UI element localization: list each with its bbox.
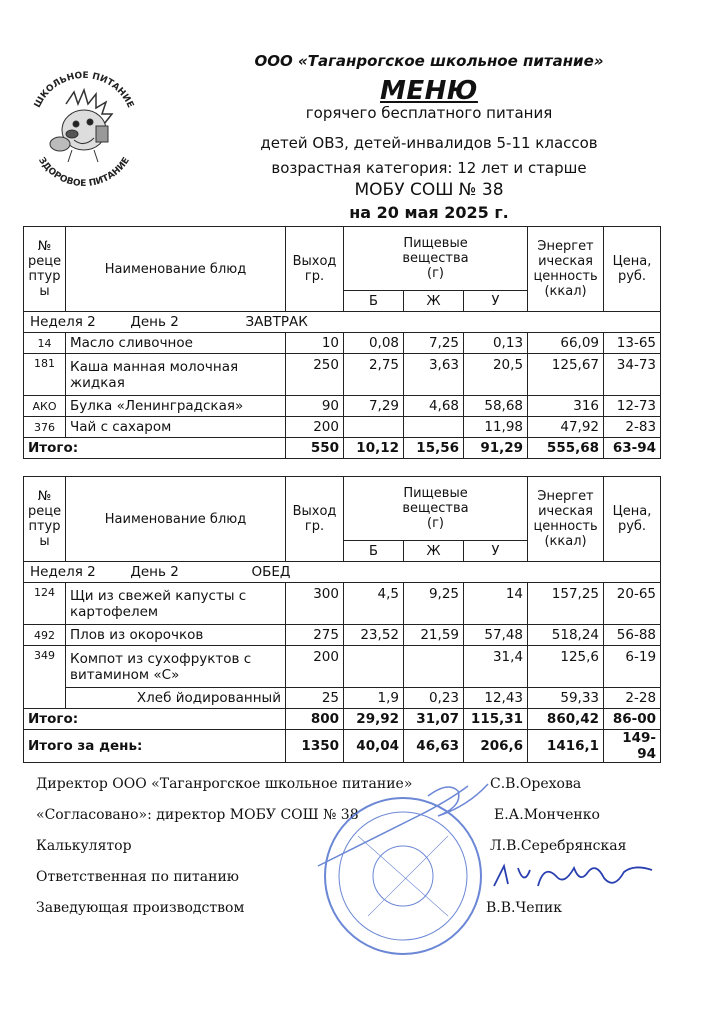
total-proteins: 10,12 <box>344 438 404 459</box>
total-price: 63-94 <box>604 438 661 459</box>
total-label: Итого: <box>24 709 286 730</box>
header-dish-name: Наименование блюд <box>66 227 286 312</box>
lunch-table <box>23 476 661 763</box>
dish-proteins: 0,08 <box>344 333 404 354</box>
dish-carbs: 20,5 <box>464 354 528 396</box>
dish-price: 20-65 <box>604 583 661 625</box>
day-total-carbs: 206,6 <box>464 730 528 763</box>
header-price: Цена, руб. <box>604 227 661 312</box>
dish-yield: 275 <box>286 625 344 646</box>
day-total-proteins: 40,04 <box>344 730 404 763</box>
signature-role: «Согласовано»: директор МОБУ СОШ № 38 <box>36 807 359 823</box>
dish-yield: 90 <box>286 396 344 417</box>
header-proteins: Б <box>344 291 404 312</box>
dish-carbs: 14 <box>464 583 528 625</box>
dish-fats: 0,23 <box>404 688 464 709</box>
header-yield: Выход гр. <box>286 477 344 562</box>
recipe-number: 124 <box>24 583 66 625</box>
dish-energy: 518,24 <box>528 625 604 646</box>
menu-title: МЕНЮ <box>380 76 478 106</box>
dish-fats: 7,25 <box>404 333 464 354</box>
recipe-number: 492 <box>24 625 66 646</box>
dish-price: 2-28 <box>604 688 661 709</box>
table-row <box>24 646 661 688</box>
dish-carbs: 0,13 <box>464 333 528 354</box>
day-total-label: Итого за день: <box>24 730 286 763</box>
dish-fats: 21,59 <box>404 625 464 646</box>
total-row <box>24 709 661 730</box>
handwritten-signature-icon <box>484 856 664 896</box>
menu-subtitle-2: детей ОВЗ, детей-инвалидов 5-11 классов <box>260 134 598 152</box>
official-stamp-icon <box>298 776 508 966</box>
dish-proteins: 4,5 <box>344 583 404 625</box>
dish-price: 12-73 <box>604 396 661 417</box>
dish-carbs: 57,48 <box>464 625 528 646</box>
signature-name: С.В.Орехова <box>490 776 582 792</box>
total-carbs: 91,29 <box>464 438 528 459</box>
dish-price: 34-73 <box>604 354 661 396</box>
dish-carbs: 58,68 <box>464 396 528 417</box>
dish-energy: 47,92 <box>528 417 604 438</box>
dish-energy: 125,67 <box>528 354 604 396</box>
header-energy: Энергет ическая ценность (ккал) <box>528 477 604 562</box>
dish-fats <box>404 417 464 438</box>
dish-proteins: 2,75 <box>344 354 404 396</box>
school-name: МОБУ СОШ № 38 <box>354 180 504 200</box>
dish-name: Булка «Ленинградская» <box>66 396 286 417</box>
total-fats: 31,07 <box>404 709 464 730</box>
hedgehog-logo-icon <box>22 64 146 188</box>
recipe-number: 376 <box>24 417 66 438</box>
recipe-number: АКО <box>24 396 66 417</box>
day-label: День 2 <box>130 314 179 330</box>
recipe-number <box>24 688 66 709</box>
day-total-fats: 46,63 <box>404 730 464 763</box>
table-row <box>24 396 661 417</box>
dish-name: Щи из свежей капусты с картофелем <box>66 583 286 625</box>
header-fats: Ж <box>404 541 464 562</box>
dish-proteins: 23,52 <box>344 625 404 646</box>
dish-fats: 3,63 <box>404 354 464 396</box>
organization-name: ООО «Таганрогское школьное питание» <box>254 52 604 70</box>
total-proteins: 29,92 <box>344 709 404 730</box>
header-nutrients: Пищевые вещества (г) <box>344 227 528 291</box>
dish-name: Каша манная молочная жидкая <box>66 354 286 396</box>
dish-energy: 316 <box>528 396 604 417</box>
header-energy: Энергет ическая ценность (ккал) <box>528 227 604 312</box>
header-recipe-number: № реце птур ы <box>24 477 66 562</box>
total-label: Итого: <box>24 438 286 459</box>
dish-yield: 200 <box>286 417 344 438</box>
dish-proteins: 7,29 <box>344 396 404 417</box>
age-category: возрастная категория: 12 лет и старше <box>271 159 587 177</box>
header-carbs: У <box>464 541 528 562</box>
meal-label: ОБЕД <box>251 564 291 580</box>
header-price: Цена, руб. <box>604 477 661 562</box>
dish-price: 6-19 <box>604 646 661 688</box>
table-row <box>24 354 661 396</box>
section-row <box>24 562 661 583</box>
dish-fats: 9,25 <box>404 583 464 625</box>
header-recipe-number: № реце птур ы <box>24 227 66 312</box>
dish-proteins <box>344 417 404 438</box>
dish-proteins <box>344 646 404 688</box>
signature-name: Е.А.Монченко <box>494 807 600 823</box>
header-fats: Ж <box>404 291 464 312</box>
dish-energy: 59,33 <box>528 688 604 709</box>
dish-energy: 125,6 <box>528 646 604 688</box>
dish-price: 13-65 <box>604 333 661 354</box>
recipe-number: 14 <box>24 333 66 354</box>
signature-role: Калькулятор <box>36 838 132 854</box>
day-label: День 2 <box>130 564 179 580</box>
dish-name: Компот из сухофруктов с витамином «С» <box>66 646 286 688</box>
table-row <box>24 688 661 709</box>
dish-name: Плов из окорочков <box>66 625 286 646</box>
menu-date: на 20 мая 2025 г. <box>349 203 509 222</box>
header-proteins: Б <box>344 541 404 562</box>
dish-energy: 157,25 <box>528 583 604 625</box>
table-row <box>24 625 661 646</box>
dish-yield: 300 <box>286 583 344 625</box>
meal-label: ЗАВТРАК <box>245 314 308 330</box>
total-row <box>24 438 661 459</box>
dish-price: 56-88 <box>604 625 661 646</box>
total-yield: 800 <box>286 709 344 730</box>
dish-proteins: 1,9 <box>344 688 404 709</box>
logo-bottom-text: ЗДОРОВОЕ ПИТАНИЕ <box>36 155 132 188</box>
dish-name: Масло сливочное <box>66 333 286 354</box>
dish-yield: 200 <box>286 646 344 688</box>
total-yield: 550 <box>286 438 344 459</box>
total-energy: 555,68 <box>528 438 604 459</box>
recipe-number: 181 <box>24 354 66 396</box>
day-total-price: 149-94 <box>604 730 661 763</box>
signature-name: В.В.Чепик <box>486 900 562 916</box>
header-yield: Выход гр. <box>286 227 344 312</box>
week-label: Неделя 2 <box>30 314 96 330</box>
dish-carbs: 11,98 <box>464 417 528 438</box>
table-row <box>24 583 661 625</box>
dish-price: 2-83 <box>604 417 661 438</box>
dish-name: Чай с сахаром <box>66 417 286 438</box>
week-label: Неделя 2 <box>30 564 96 580</box>
dish-yield: 250 <box>286 354 344 396</box>
total-carbs: 115,31 <box>464 709 528 730</box>
dish-yield: 25 <box>286 688 344 709</box>
breakfast-table <box>23 226 661 459</box>
dish-name: Хлеб йодированный <box>66 688 286 709</box>
day-total-yield: 1350 <box>286 730 344 763</box>
header-nutrients: Пищевые вещества (г) <box>344 477 528 541</box>
signature-role: Директор ООО «Таганрогское школьное питание» <box>36 776 413 792</box>
day-total-row <box>24 730 661 763</box>
recipe-number: 349 <box>24 646 66 688</box>
table-row <box>24 333 661 354</box>
total-fats: 15,56 <box>404 438 464 459</box>
signature-name: Л.В.Серебрянская <box>490 838 627 854</box>
table-row <box>24 417 661 438</box>
day-total-energy: 1416,1 <box>528 730 604 763</box>
signature-role: Ответственная по питанию <box>36 869 239 885</box>
menu-subtitle-1: горячего бесплатного питания <box>305 104 553 122</box>
dish-energy: 66,09 <box>528 333 604 354</box>
section-row <box>24 312 661 333</box>
dish-carbs: 12,43 <box>464 688 528 709</box>
logo-top-text: ШКОЛЬНОЕ ПИТАНИЕ <box>32 70 136 110</box>
dish-fats: 4,68 <box>404 396 464 417</box>
header-dish-name: Наименование блюд <box>66 477 286 562</box>
total-price: 86-00 <box>604 709 661 730</box>
dish-carbs: 31,4 <box>464 646 528 688</box>
dish-fats <box>404 646 464 688</box>
signature-role: Заведующая производством <box>36 900 245 916</box>
dish-yield: 10 <box>286 333 344 354</box>
header-carbs: У <box>464 291 528 312</box>
total-energy: 860,42 <box>528 709 604 730</box>
